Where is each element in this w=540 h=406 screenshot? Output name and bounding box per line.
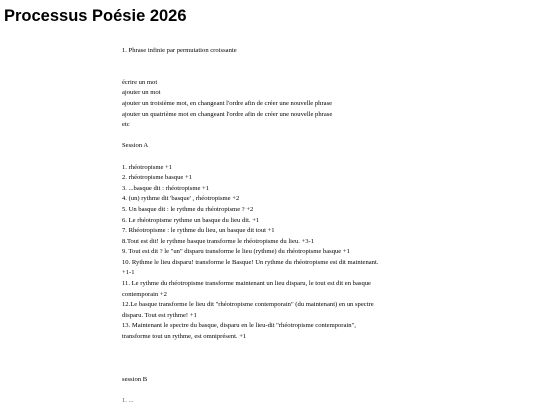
intro-step: ajouter un troisième mot, en changeant l'ordre afin de créer une nouvelle phrase [122,99,333,107]
poem-line: 7. Rhéotropisme : le rythme du lieu, un basque dit tout +1 [122,227,275,235]
poem-line: contemporain +2 [122,290,167,298]
spacer [122,131,422,142]
document-body [122,46,422,406]
poem-line: 9. Tout est dit ? le "un" disparu transforme le lieu (rythme) du rhéotropisme basque +1 [122,248,350,256]
poem-line: transforme tout un rythme, est omniprésent. +1 [122,333,247,341]
spacer [122,385,422,396]
poem-line: +1-1 [122,269,135,277]
poem-line: disparu. Tout est rythme! +1 [122,311,197,319]
poem-line: 5. Un basque dit : le rythme du rhéotropisme ? +2 [122,205,254,213]
spacer [122,343,422,375]
poem-line: 3. ...basque dit : rhéotropisme +1 [122,184,210,192]
poem-line: 13. Maintenant le spectre du basque, disparu en le lieu-dit "rhéotropisme contemporain", [122,322,356,330]
session-a-lines [122,163,422,343]
poem-line: 8.Tout est dit! le rythme basque transforme le rhéotropisme du lieu. +3-1 [122,237,315,245]
spacer [122,57,422,78]
intro-step: ajouter un mot [122,89,161,97]
intro-steps [122,78,422,131]
page-title: Processus Poésie 2026 [4,7,187,25]
session-a-heading: Session A [122,142,149,150]
poem-line: 6. Le rhéotropisme rythme un basque du lieu dit. +1 [122,216,260,224]
session-b-heading: session B [122,375,148,383]
intro-step: ajouter un quatrième mot en changeant l'ordre afin de créer une nouvelle phrase [122,110,333,118]
poem-line: 4. (un) rythme dit 'basque' , rhéotropisme +2 [122,195,240,203]
intro-heading: 1. Phrase infinie par permutation croissante [122,47,237,54]
poem-line: 10. Rythme le lieu disparu! transforme le Basque! Un rythme du rhéotropisme est dit maintenant. [122,258,379,266]
poem-line: 1. rhéotropisme +1 [122,163,173,171]
session-b-first-line: 1. ... [122,396,134,404]
poem-line: 12.Le basque transforme le lieu dit "rhéotropisme contemporain" (du maintenant) en un spectre [122,301,374,309]
intro-step: etc [122,121,130,129]
intro-step: écrire un mot [122,78,158,86]
spacer [122,152,422,163]
poem-line: 11. Le rythme du rhéotropisme transforme maintenant un lieu disparu, le tout est dit en basque [122,280,371,288]
poem-line: 2. rhéotropisme basque +1 [122,174,193,182]
